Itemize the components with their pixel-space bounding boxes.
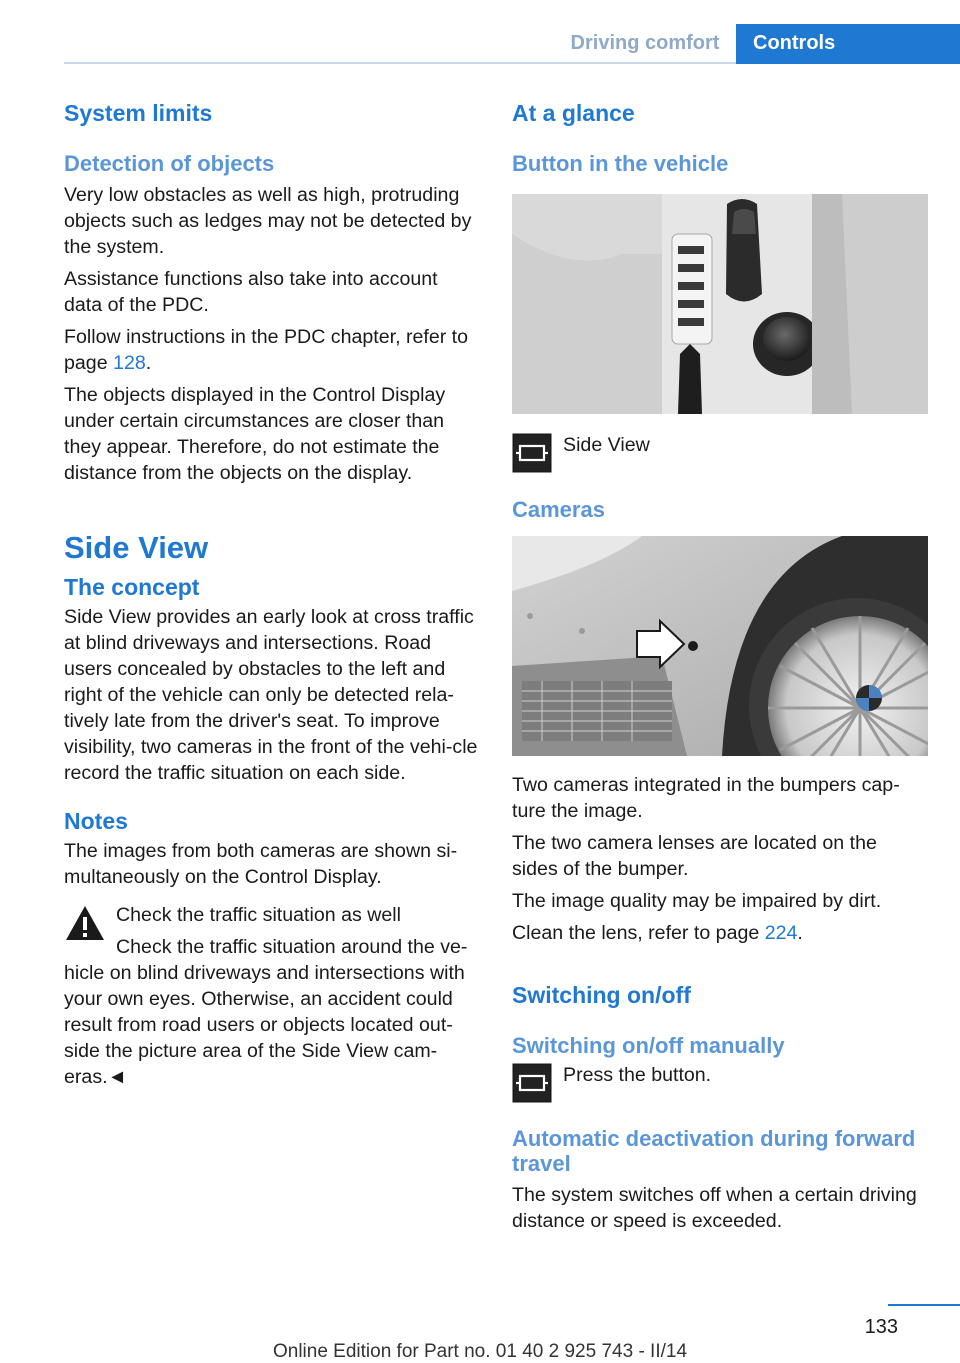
detection-paragraph-3-text: Follow instructions in the PDC chapter, refer to page xyxy=(64,326,469,374)
side-view-button-row xyxy=(512,432,928,482)
at-a-glance-heading: At a glance xyxy=(512,100,635,126)
detection-paragraph-3-end: . xyxy=(145,352,152,374)
detection-of-objects-heading: Detection of objects xyxy=(64,151,275,176)
button-in-vehicle-heading: Button in the vehicle xyxy=(512,151,729,176)
center-console-photo xyxy=(512,194,928,414)
cameras-paragraph-4-text: Clean the lens, refer to page xyxy=(512,922,765,944)
manual-button-text: Press the button. xyxy=(563,1064,712,1086)
left-column xyxy=(64,98,480,1090)
right-column xyxy=(512,98,928,1234)
side-view-button-icon[interactable] xyxy=(512,433,552,473)
notes-paragraph: The images from both cameras are shown si-multaneously on the Control Display. xyxy=(64,840,458,888)
system-limits-heading: System limits xyxy=(64,100,213,126)
concept-heading: The concept xyxy=(64,574,200,600)
side-view-title: Side View xyxy=(64,530,209,565)
warning-text: Check the traffic situation around the ve-hicle on blind driveways and intersections with your own eyes. Otherwise, an accident could result from road users or objects located out-side the picture area of the Side View cam-eras.◄ xyxy=(64,936,468,1088)
warning-block xyxy=(64,902,480,1090)
cameras-heading: Cameras xyxy=(512,497,605,522)
cameras-paragraph-4 xyxy=(512,920,928,946)
detection-paragraph-3 xyxy=(64,324,480,376)
detection-paragraph-2: Assistance functions also take into account data of the PDC. xyxy=(64,268,438,316)
camera-bumper-photo xyxy=(512,536,928,756)
detection-paragraph-1: Very low obstacles as well as high, protruding objects such as ledges may not be detected by the system. xyxy=(64,184,472,258)
warning-triangle-icon xyxy=(64,904,106,942)
auto-deactivation-text: The system switches off when a certain driving distance or speed is exceeded. xyxy=(512,1184,917,1232)
notes-heading: Notes xyxy=(64,808,128,834)
header-section-tab[interactable]: Driving comfort xyxy=(555,24,735,62)
footer-rule xyxy=(888,1304,960,1306)
warning-title: Check the traffic situation as well xyxy=(116,904,401,926)
cameras-paragraph-1: Two cameras integrated in the bumpers cap-ture the image. xyxy=(512,774,900,822)
cameras-paragraph-4-end: . xyxy=(797,922,803,944)
header-chapter-tab[interactable]: Controls xyxy=(736,24,960,64)
manual-button-row xyxy=(512,1062,928,1112)
switching-heading: Switching on/off xyxy=(512,982,691,1008)
page-number: 133 xyxy=(864,1316,898,1338)
switching-manual-heading: Switching on/off manually xyxy=(512,1033,785,1058)
side-view-button-label: Side View xyxy=(563,434,650,456)
detection-paragraph-4: The objects displayed in the Control Display under certain circumstances are closer than they appear. Therefore, do not estimate the distance from the objects on the display. xyxy=(64,384,446,484)
cameras-paragraph-2: The two camera lenses are located on the sides of the bumper. xyxy=(512,832,877,880)
auto-deactivation-heading: Automatic deactivation during forward travel xyxy=(512,1126,916,1176)
side-view-button-icon-2[interactable] xyxy=(512,1063,552,1103)
edition-footer: Online Edition for Part no. 01 40 2 925 743 - II/14 xyxy=(272,1341,688,1362)
page-link-224[interactable]: 224 xyxy=(764,922,798,944)
page-link-128[interactable]: 128 xyxy=(113,352,146,374)
concept-paragraph: Side View provides an early look at cross traffic at blind driveways and intersections. Road users concealed by obstacles to the left and right of the vehicle can only be detected rela-tively late from the driver's seat. To improve visibility, two cameras in the front of the vehi-cle record the traffic situation on each side. xyxy=(64,606,478,784)
cameras-paragraph-3: The image quality may be impaired by dirt. xyxy=(512,890,882,912)
